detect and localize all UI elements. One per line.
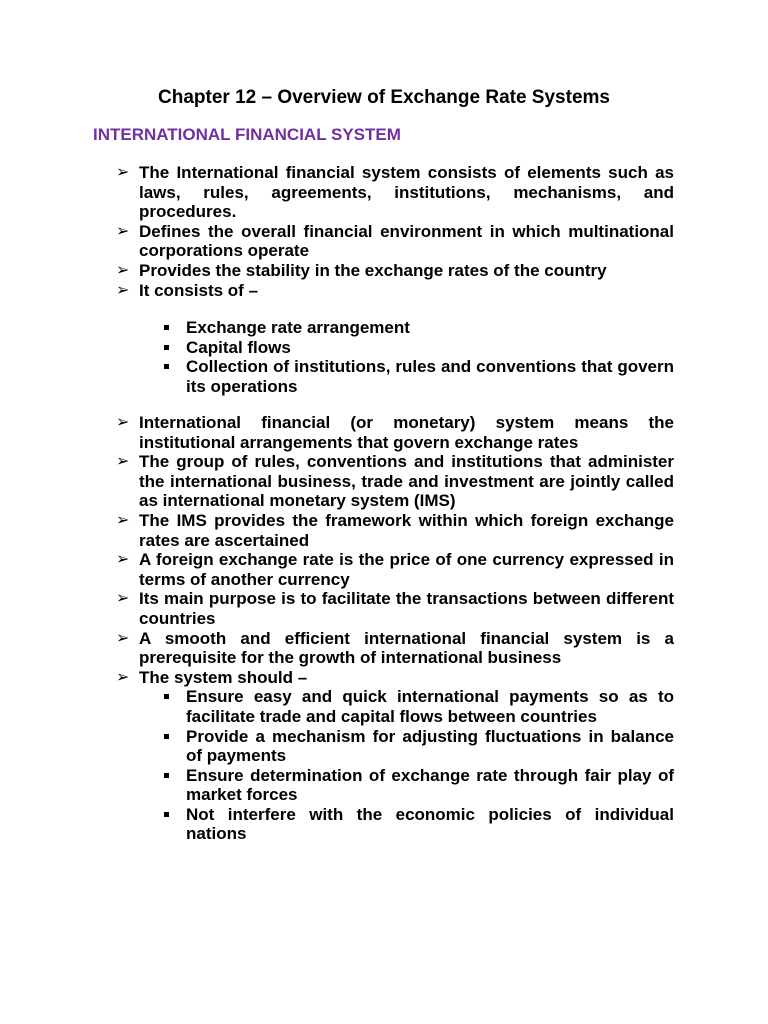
square-bullet-icon xyxy=(164,325,169,330)
bullet-list-ims xyxy=(116,413,674,844)
list-item: ➢ It consists of – xyxy=(116,280,259,300)
arrow-bullet-icon: ➢ xyxy=(116,164,130,181)
list-item: ➢ A smooth and efficient international financial system is a prerequisite for the growth of international business xyxy=(116,628,674,668)
list-item: ➢ Provides the stability in the exchange rates of the country xyxy=(116,260,607,280)
arrow-bullet-icon: ➢ xyxy=(116,668,130,686)
list-item: Capital flows xyxy=(116,338,674,358)
list-item: ➢ The system should – Ensure easy and quick international payments so as to facilitate trade and capital flows between countries Provide a mechanism for adjusting fluctuations in balance of payments Ensure determination of exchange rate through fair play of market forces Not interfere with the economic policies of individual nations xyxy=(116,667,674,844)
list-item: ➢ The International financial system consists of elements such as laws, rules, agreements, institutions, mechanisms, and procedures. xyxy=(116,163,674,222)
arrow-bullet-icon: ➢ xyxy=(116,551,130,569)
chapter-title: Chapter 12 – Overview of Exchange Rate Systems xyxy=(158,87,610,108)
list-item: ➢ The IMS provides the framework within which foreign exchange rates are ascertained xyxy=(116,510,674,550)
list-item: Ensure determination of exchange rate through fair play of market forces xyxy=(139,766,674,805)
square-bullet-icon xyxy=(164,773,169,778)
square-bullet-icon xyxy=(164,345,169,350)
square-bullet-icon xyxy=(164,734,169,739)
list-item: Ensure easy and quick international payments so as to facilitate trade and capital flows between countries xyxy=(139,687,674,726)
square-bullet-icon xyxy=(164,364,169,369)
arrow-bullet-icon: ➢ xyxy=(116,511,130,529)
arrow-bullet-icon: ➢ xyxy=(116,453,130,471)
arrow-bullet-icon: ➢ xyxy=(116,590,130,608)
square-bullet-icon xyxy=(164,694,169,699)
list-item: Not interfere with the economic policies of individual nations xyxy=(139,805,674,844)
list-item: ➢ Defines the overall financial environment in which multinational corporations operate xyxy=(116,221,674,261)
list-item: ➢ Its main purpose is to facilitate the transactions between different countries xyxy=(116,589,674,628)
bullet-list-intro xyxy=(116,163,674,300)
arrow-bullet-icon: ➢ xyxy=(116,261,130,279)
consists-of-list xyxy=(116,318,674,396)
system-should-list xyxy=(139,687,674,844)
arrow-bullet-icon: ➢ xyxy=(116,414,130,431)
arrow-bullet-icon: ➢ xyxy=(116,629,130,647)
list-item: ➢ The group of rules, conventions and institutions that administer the international business, trade and investment are jointly called as international monetary system (IMS) xyxy=(116,452,674,511)
arrow-bullet-icon: ➢ xyxy=(116,281,130,299)
arrow-bullet-icon: ➢ xyxy=(116,222,130,240)
list-item: Collection of institutions, rules and conventions that govern its operations xyxy=(116,357,674,396)
square-bullet-icon xyxy=(164,812,169,817)
list-item: Provide a mechanism for adjusting fluctuations in balance of payments xyxy=(139,727,674,766)
list-item: Exchange rate arrangement xyxy=(116,318,674,338)
list-item: ➢ International financial (or monetary) system means the institutional arrangements that govern exchange rates xyxy=(116,413,674,452)
section-heading: INTERNATIONAL FINANCIAL SYSTEM xyxy=(93,125,401,144)
list-item: ➢ A foreign exchange rate is the price of one currency expressed in terms of another currency xyxy=(116,550,674,589)
